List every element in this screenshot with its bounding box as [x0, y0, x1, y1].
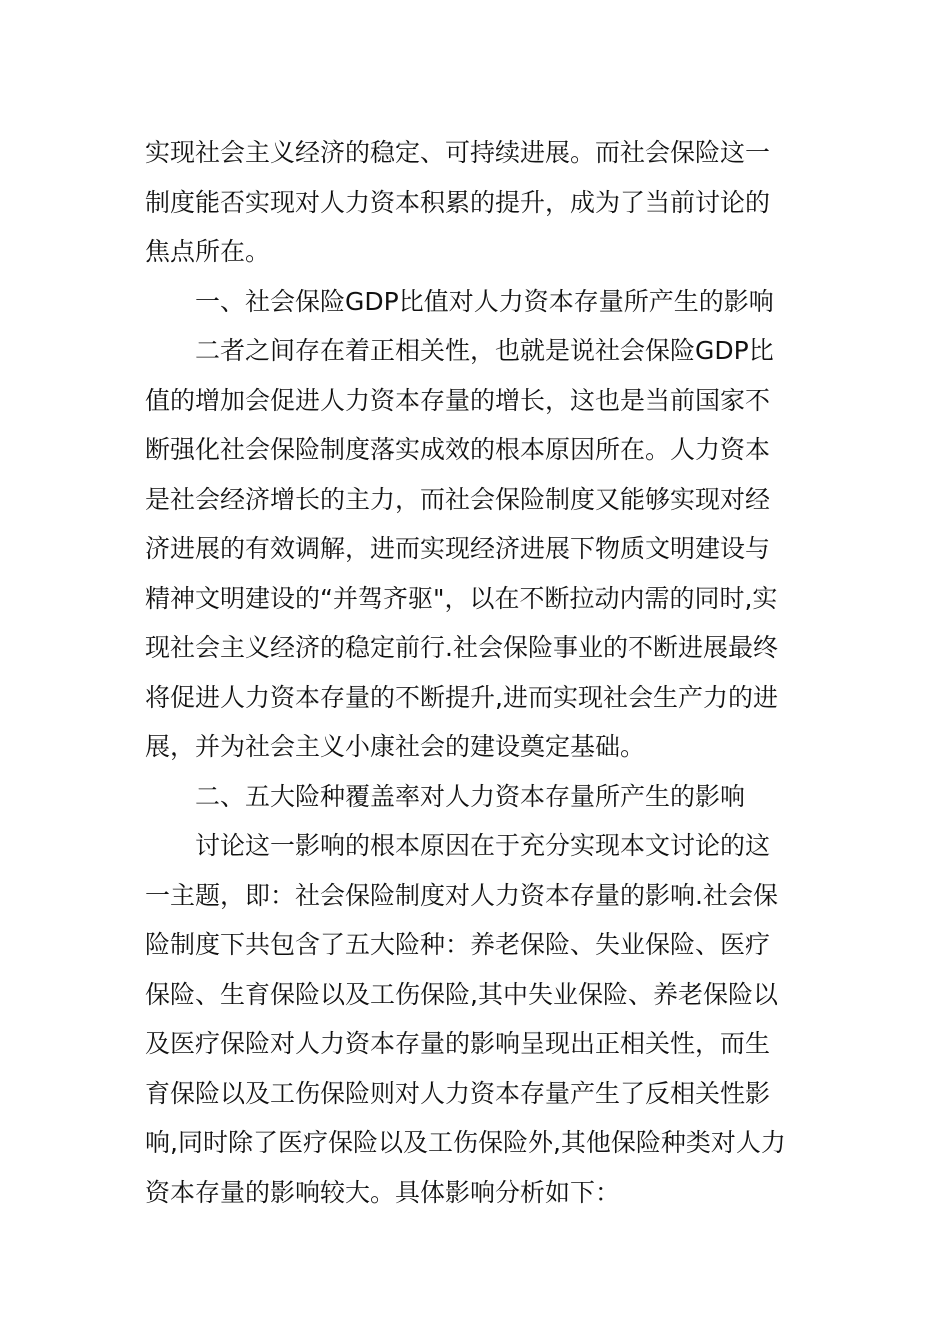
text-line: 资本存量的影响较大。具体影响分析如下： [145, 1177, 621, 1207]
text-line: 断强化社会保险制度落实成效的根本原因所在。人力资本 [145, 435, 771, 464]
text-line: 精神文明建设的“并驾齐驱"，以在不断拉动内需的同时,实 [145, 583, 778, 613]
text-line: 将促进人力资本存量的不断提升,进而实现社会生产力的进 [145, 682, 778, 712]
paragraph-intro-continuation [145, 128, 805, 277]
heading-line: 一、社会保险GDP比值对人力资本存量所产生的影响 [195, 286, 774, 316]
text-line: 响,同时除了医疗保险以及工伤保险外,其他保险种类对人力 [145, 1128, 786, 1157]
text-line: 讨论这一影响的根本原因在于充分实现本文讨论的这 [195, 831, 771, 860]
text-line: 一主题，即：社会保险制度对人力资本存量的影响.社会保 [145, 880, 778, 910]
text-line: 险制度下共包含了五大险种：养老保险、失业保险、医疗 [145, 930, 771, 959]
paragraph-coverage [145, 821, 805, 1217]
text-line: 二者之间存在着正相关性，也就是说社会保险GDP比 [195, 336, 774, 365]
document-body [145, 128, 805, 1217]
text-line: 育保险以及工伤保险则对人力资本存量产生了反相关性影 [145, 1078, 771, 1108]
paragraph-gdp-ratio [145, 326, 805, 772]
text-line: 现社会主义经济的稳定前行.社会保险事业的不断进展最终 [145, 633, 778, 662]
text-line: 值的增加会促进人力资本存量的增长，这也是当前国家不 [145, 385, 771, 415]
section-heading-coverage [145, 772, 805, 822]
text-line: 保险、生育保险以及工伤保险,其中失业保险、养老保险以 [145, 979, 778, 1009]
text-line: 展，并为社会主义小康社会的建设奠定基础。 [145, 732, 646, 761]
text-line: 制度能否实现对人力资本积累的提升，成为了当前讨论的 [145, 187, 771, 217]
text-line: 实现社会主义经济的稳定、可持续进展。而社会保险这一 [145, 138, 771, 167]
text-line: 焦点所在。 [145, 237, 271, 266]
text-line: 济进展的有效调解，进而实现经济进展下物质文明建设与 [145, 534, 771, 563]
text-line: 是社会经济增长的主力，而社会保险制度又能够实现对经 [145, 484, 771, 514]
text-line: 及医疗保险对人力资本存量的影响呈现出正相关性，而生 [145, 1029, 771, 1058]
section-heading-gdp-ratio [145, 277, 805, 327]
heading-line: 二、五大险种覆盖率对人力资本存量所产生的影响 [195, 781, 746, 811]
